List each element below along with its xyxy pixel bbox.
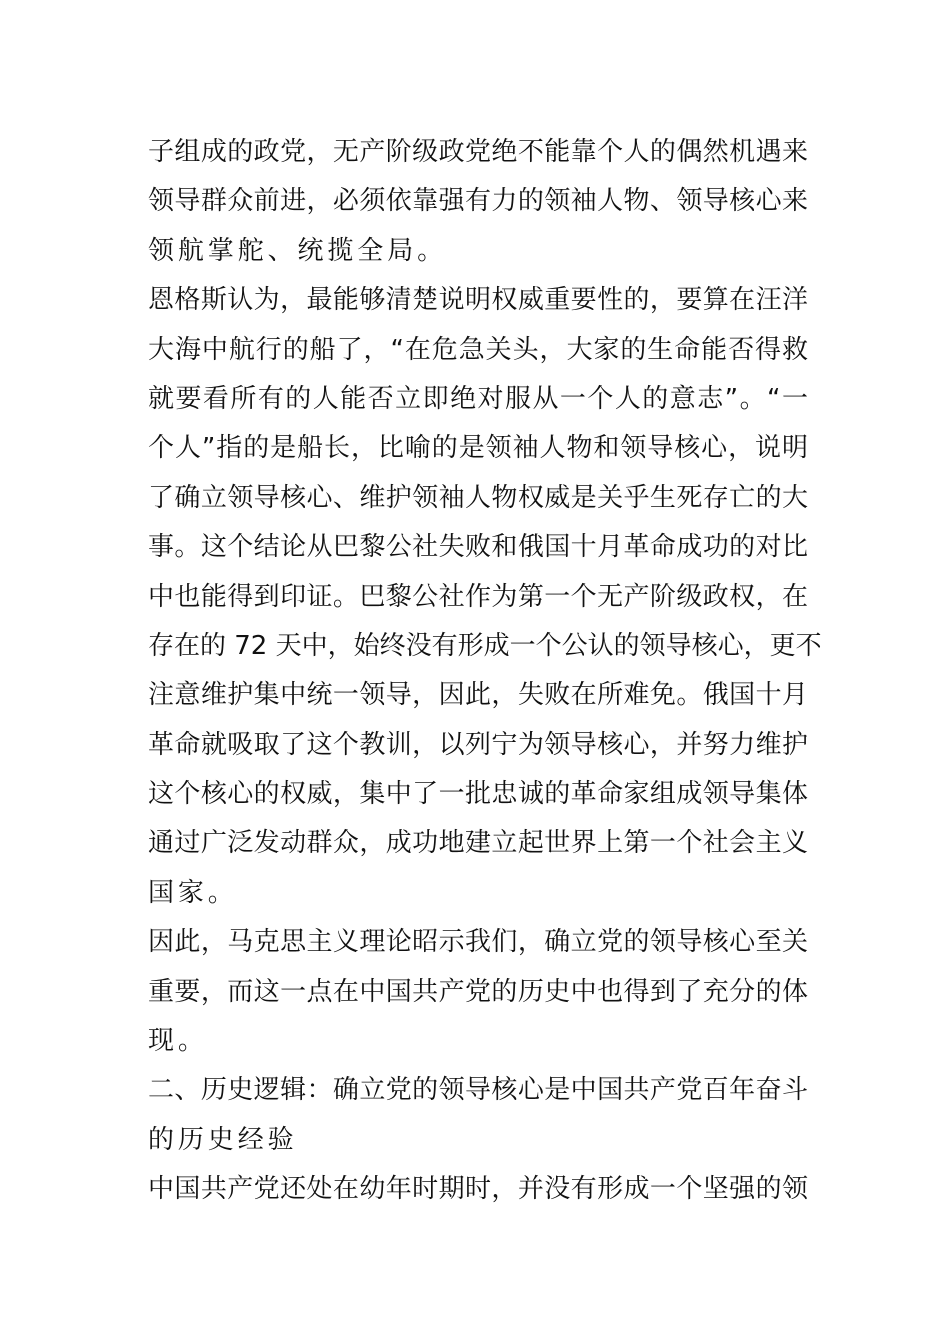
text-line: 子组成的政党，无产阶级政党绝不能靠个人的偶然机遇来 (148, 137, 808, 167)
text-line: 革命就吸取了这个教训，以列宁为领导核心，并努力维护 (148, 729, 808, 760)
text-line: 存在的 72 天中，始终没有形成一个公认的领导核心，更不 (148, 630, 822, 661)
text-line: 领航掌舵、统揽全局。 (148, 235, 448, 266)
text-line: 就要看所有的人能否立即绝对服从一个人的意志”。“一 (148, 383, 808, 414)
text-line: 了确立领导核心、维护领袖人物权威是关乎生死存亡的大 (148, 482, 808, 513)
section-heading-line: 的历史经验 (148, 1124, 298, 1155)
text-line: 现。 (148, 1026, 208, 1057)
text-line: 通过广泛发动群众，成功地建立起世界上第一个社会主义 (148, 828, 808, 859)
section-heading-line: 二、历史逻辑：确立党的领导核心是中国共产党百年奋斗 (148, 1075, 808, 1106)
text-line: 事。这个结论从巴黎公社失败和俄国十月革命成功的对比 (148, 532, 808, 563)
text-line: 中国共产党还处在幼年时期时，并没有形成一个坚强的领 (148, 1174, 808, 1205)
text-line: 国家。 (148, 877, 238, 908)
text-line: 大海中航行的船了，“在危急关头，大家的生命能否得救 (148, 334, 808, 365)
text-line: 注意维护集中统一领导，因此，失败在所难免。俄国十月 (148, 680, 808, 711)
text-line: 个人”指的是船长，比喻的是领袖人物和领导核心，说明 (148, 433, 808, 464)
text-line: 因此，马克思主义理论昭示我们，确立党的领导核心至关 (148, 927, 808, 958)
text-line: 重要，而这一点在中国共产党的历史中也得到了充分的体 (148, 976, 808, 1007)
text-line: 这个核心的权威，集中了一批忠诚的革命家组成领导集体 (148, 779, 808, 810)
text-line: 中也能得到印证。巴黎公社作为第一个无产阶级政权，在 (148, 581, 808, 612)
text-line: 恩格斯认为，最能够清楚说明权威重要性的，要算在汪洋 (148, 285, 808, 316)
text-line: 领导群众前进，必须依靠强有力的领袖人物、领导核心来 (148, 186, 808, 217)
body-text (148, 128, 822, 1215)
